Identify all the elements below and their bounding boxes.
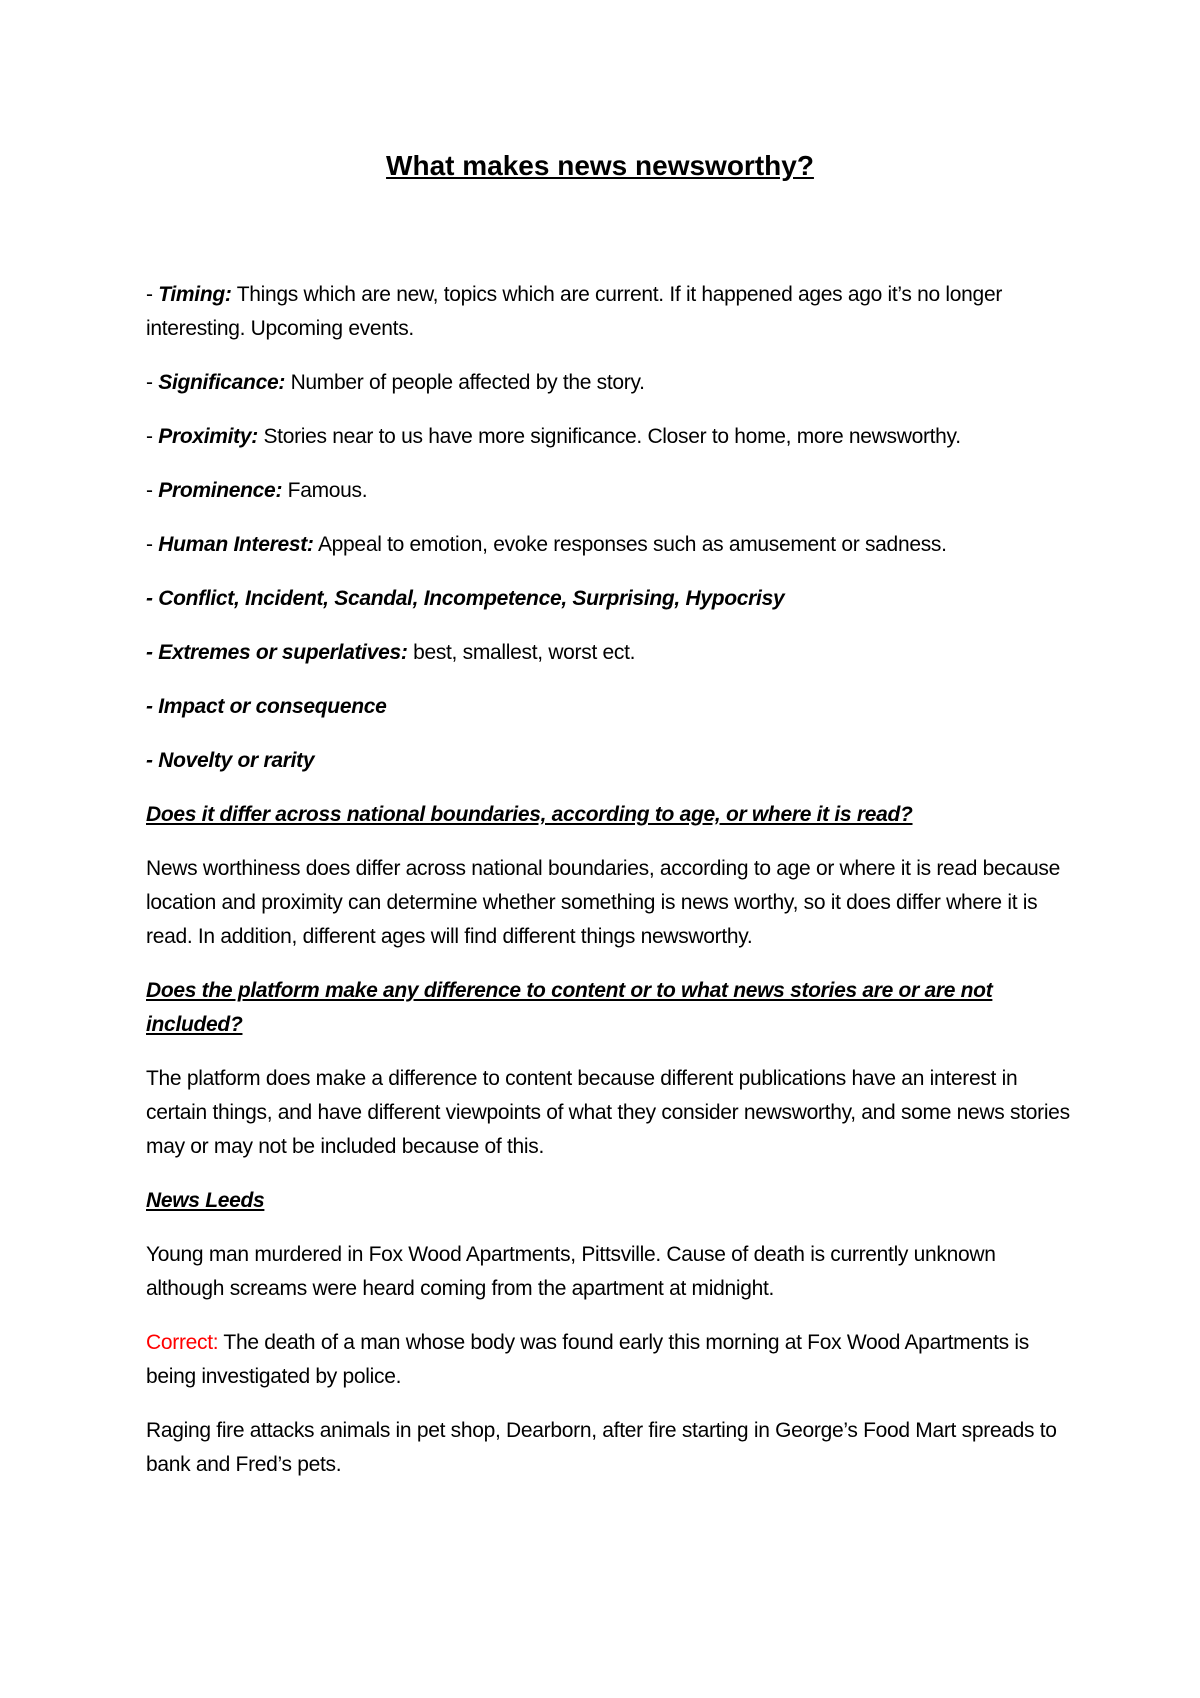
criterion-prefix: -	[146, 695, 159, 718]
criterion-text: Stories near to us have more significance. Closer to home, more newsworthy.	[257, 425, 961, 448]
section-heading-boundaries: Does it differ across national boundaries, according to age, or where it is read?	[146, 803, 913, 826]
criterion-text: Appeal to emotion, evoke responses such as amusement or sadness.	[313, 533, 947, 556]
criterion-text: Famous.	[282, 479, 368, 502]
criterion-text: Number of people affected by the story.	[285, 371, 645, 394]
criterion-term: Impact or consequence	[158, 695, 387, 718]
criterion-term: Extremes or superlatives:	[158, 641, 408, 664]
news-story-fire: Raging fire attacks animals in pet shop, Dearborn, after fire starting in George’s Food Mart spreads to bank and Fred’s pets.	[146, 1419, 1057, 1476]
criterion-prefix: -	[146, 283, 159, 306]
criterion-term: Novelty or rarity	[158, 749, 315, 772]
criterion-prefix: -	[146, 371, 159, 394]
criterion-prefix: -	[146, 425, 159, 448]
criterion-prefix: -	[146, 749, 159, 772]
criterion-extremes	[146, 636, 1076, 670]
criterion-prefix: -	[146, 641, 159, 664]
page-title: What makes news newsworthy?	[386, 150, 814, 181]
criterion-term: Significance:	[158, 371, 286, 394]
document-body	[146, 278, 1076, 1502]
criterion-term: Prominence:	[158, 479, 283, 502]
criterion-significance	[146, 366, 1076, 400]
criterion-term: Proximity:	[158, 425, 258, 448]
criterion-novelty	[146, 744, 1076, 778]
criterion-term: Human Interest:	[158, 533, 314, 556]
section-body-boundaries: News worthiness does differ across national boundaries, according to age or where it is read because location and proximity can determine whether something is news worthy, so it does differ where it is read. In addition, different ages will find different things newsworthy.	[146, 857, 1060, 948]
criterion-proximity	[146, 420, 1076, 454]
correct-text: The death of a man whose body was found early this morning at Fox Wood Apartments is being investigated by police.	[146, 1331, 1029, 1388]
section-body-platform: The platform does make a difference to content because different publications have an interest in certain things, and have different viewpoints of what they consider newsworthy, and some news stories may or may not be included because of this.	[146, 1067, 1070, 1158]
criterion-term: Timing:	[158, 283, 232, 306]
criterion-term: Conflict, Incident, Scandal, Incompetence, Surprising, Hypocrisy	[158, 587, 785, 610]
news-story-murder: Young man murdered in Fox Wood Apartments, Pittsville. Cause of death is currently unknown although screams were heard coming from the apartment at midnight.	[146, 1243, 996, 1300]
section-heading-news-leeds: News Leeds	[146, 1189, 265, 1212]
section-heading-platform: Does the platform make any difference to content or to what news stories are or are not included?	[146, 979, 993, 1036]
criterion-prefix: -	[146, 587, 159, 610]
criterion-timing	[146, 278, 1076, 346]
criterion-prefix: -	[146, 533, 159, 556]
criterion-impact	[146, 690, 1076, 724]
criterion-text: Things which are new, topics which are current. If it happened ages ago it’s no longer interesting. Upcoming events.	[146, 283, 1003, 340]
news-story-correction	[146, 1326, 1076, 1394]
criterion-text: best, smallest, worst ect.	[407, 641, 636, 664]
criterion-prefix: -	[146, 479, 159, 502]
criterion-prominence	[146, 474, 1076, 508]
correct-label: Correct:	[146, 1331, 219, 1354]
criterion-conflict	[146, 582, 1076, 616]
criterion-human-interest	[146, 528, 1076, 562]
